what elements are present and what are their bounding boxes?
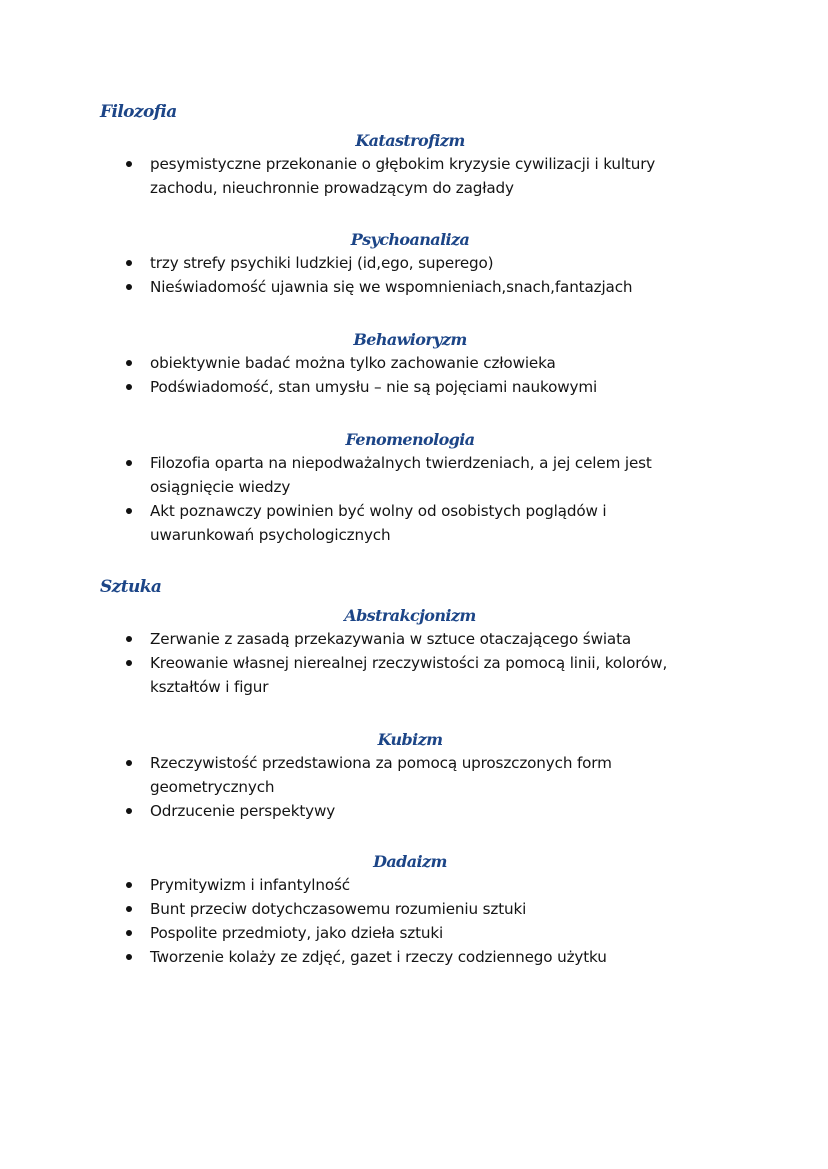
- list-item: pesymistyczne przekonanie o głębokim kryzysie cywilizacji i kultury zachodu, nieuchronnie prowadzącym do zagłady: [100, 152, 720, 200]
- bullet-list: [100, 751, 720, 823]
- list-item: Bunt przeciw dotychczasowemu rozumieniu sztuki: [100, 897, 720, 921]
- list-item: Prymitywizm i infantylność: [100, 873, 720, 897]
- bullet-list: [100, 451, 720, 547]
- topic-title: Abstrakcjonizm: [344, 606, 476, 625]
- list-item: Tworzenie kolaży ze zdjęć, gazet i rzeczy codziennego użytku: [100, 945, 720, 969]
- bullet-list: [100, 251, 720, 299]
- list-item: trzy strefy psychiki ludzkiej (id,ego, superego): [100, 251, 720, 275]
- topic-psychoanaliza: [100, 229, 720, 299]
- list-item: Filozofia oparta na niepodważalnych twierdzeniach, a jej celem jest osiągnięcie wiedzy: [100, 451, 720, 499]
- list-item: Pospolite przedmioty, jako dzieła sztuki: [100, 921, 720, 945]
- topic-dadaizm: [100, 851, 720, 969]
- topic-title: Fenomenologia: [345, 430, 475, 449]
- topic-title: Katastrofizm: [355, 131, 465, 150]
- topic-title: Psychoanaliza: [350, 230, 470, 249]
- bullet-list: [100, 351, 720, 399]
- topic-fenomenologia: [100, 429, 720, 547]
- bullet-list: [100, 627, 720, 699]
- topic-title: Behawioryzm: [353, 330, 467, 349]
- list-item: Odrzucenie perspektywy: [100, 799, 720, 823]
- bullet-list: [100, 873, 720, 969]
- list-item: Akt poznawczy powinien być wolny od osobistych poglądów i uwarunkowań psychologicznych: [100, 499, 720, 547]
- section-title-sztuka: Sztuka: [100, 577, 162, 597]
- list-item: Podświadomość, stan umysłu – nie są pojęciami naukowymi: [100, 375, 720, 399]
- topic-behawioryzm: [100, 329, 720, 399]
- bullet-list: [100, 152, 720, 200]
- topic-title: Dadaizm: [373, 852, 447, 871]
- list-item: Rzeczywistość przedstawiona za pomocą uproszczonych form geometrycznych: [100, 751, 720, 799]
- list-item: Kreowanie własnej nierealnej rzeczywistości za pomocą linii, kolorów, kształtów i figur: [100, 651, 725, 699]
- section-title-filozofia: Filozofia: [100, 102, 177, 122]
- list-item: obiektywnie badać można tylko zachowanie człowieka: [100, 351, 720, 375]
- topic-kubizm: [100, 729, 720, 823]
- list-item: Nieświadomość ujawnia się we wspomnieniach,snach,fantazjach: [100, 275, 720, 299]
- topic-title: Kubizm: [377, 730, 443, 749]
- topic-katastrofizm: [100, 130, 720, 200]
- list-item: Zerwanie z zasadą przekazywania w sztuce otaczającego świata: [100, 627, 720, 651]
- topic-abstrakcjonizm: [100, 605, 720, 699]
